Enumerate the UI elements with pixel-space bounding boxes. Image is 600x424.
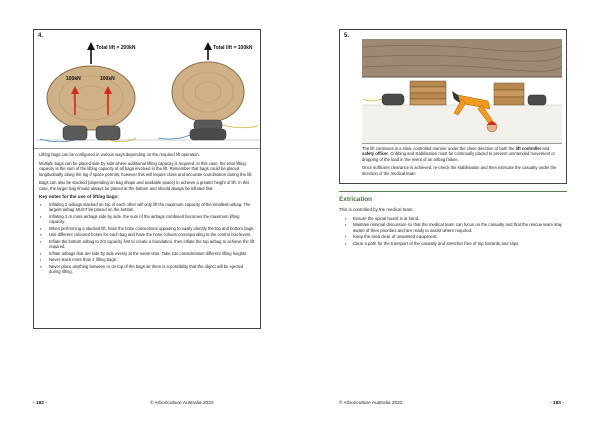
list-item: ▪ Keep the area clear of unwanted equipment. bbox=[339, 234, 567, 239]
list-item: ▪ Ensure the spinal board is at hand. bbox=[339, 216, 567, 221]
lift-b-label: 100kN bbox=[100, 76, 115, 82]
page-number-left: - 182 - bbox=[33, 401, 47, 406]
page-number-right: - 183 - bbox=[550, 401, 564, 406]
safety-officer-term: safety officer bbox=[362, 151, 389, 157]
lifting-bag-box bbox=[33, 29, 261, 329]
extrication-list bbox=[339, 216, 567, 246]
list-item: ▪ Use different coloured hoses for each bag and have the hose colours corresponding to the control box levers. bbox=[39, 232, 255, 238]
intro-paragraph: Lifting bags can be configured in various ways depending on the required lift operation. bbox=[39, 152, 200, 157]
extrication-section bbox=[339, 191, 567, 247]
key-notes-heading: Key notes for the use of lifting bags: bbox=[39, 194, 119, 199]
box-number: 5. bbox=[344, 33, 350, 39]
lifting-bags-illustration bbox=[36, 40, 260, 147]
list-item: ▪ When performing a stacked lift, have the hose connections opposing to easily identify the top and bottom bags. bbox=[39, 226, 255, 232]
total-lift-right-label: Total lift = 100kN bbox=[213, 45, 253, 51]
section-divider bbox=[339, 191, 567, 192]
list-item: ▪ Inflating 2 airbags stacked on top of each other will only lift the maximum capacity of the smallest airbag. The largest airbag MUST be placed on the bottom. bbox=[39, 202, 255, 213]
para-text: . Cribbing and stabilisation must be continually placed to prevent unintended movement or dropping of the load in the event of an airbag failure. bbox=[362, 151, 555, 162]
para-text: The lift continues in a slow, controlled manner under the close direction of both the bbox=[362, 146, 516, 151]
para-text: and bbox=[541, 146, 550, 151]
list-item: ▪ Inflate airbags that are side by side evenly at the same time. Take into consideration different lifting heights. bbox=[39, 251, 255, 257]
extrication-lift-box bbox=[339, 29, 567, 184]
side-by-side-paragraph: Multiple bags can be placed side by side where additional lifting capacity is required. In this case, the total lifting capacity is the sum of the lifting capacity of all bags involved in the lift. Remember that bags could be placed longitudinally along the log if space permits, however this will require close and accurate coordination during the lift. bbox=[39, 160, 253, 177]
list-item: ▪ Maintain minimal discussion so that the medical team can focus on the casualty and that the rescue team stay aware of their priorities and are ready to assist where required. bbox=[339, 222, 567, 233]
copyright-right: © Arboriculture Australia 2022 bbox=[339, 401, 403, 406]
list-item: ▪ Clear a path for the transport of the casualty and stretcher free of trip hazards and slips. bbox=[339, 241, 567, 246]
section-title: Extrication bbox=[339, 196, 373, 203]
copyright-left: © Arboriculture Australia 2022 bbox=[150, 401, 214, 406]
lift-a-label: 100kN bbox=[66, 76, 81, 82]
stacking-paragraph: Bags can also be stacked (depending on bag shape and available space) to achieve a greater height of lift. In this case, the larger bag should always be placed at the bottom and should always be inflated first. bbox=[39, 180, 250, 191]
lifting-bag-text bbox=[34, 148, 260, 276]
total-lift-left-label: Total lift = 200kN bbox=[96, 45, 136, 51]
list-item: ▪ Inflate the bottom airbag to 2/3 capacity first to create a foundation, then inflate the top airbag to achieve the lift required. bbox=[39, 239, 255, 250]
lift-controller-term: lift controller bbox=[515, 146, 542, 151]
list-item: ▪ Never stack more than 2 lifting bags. bbox=[39, 257, 255, 263]
clearance-paragraph: Once sufficient clearance is achieved, re-check the stabilisation and then extricate the casualty under the direction of the medical team. bbox=[362, 165, 557, 176]
box-number: 4. bbox=[38, 33, 44, 39]
list-item: ▪ Inflating 2 or more airbags side by side, the sum of the airbags combined becomes the maximum lifting capacity. bbox=[39, 214, 255, 225]
casualty-extrication-illustration bbox=[362, 39, 562, 143]
extrication-lift-text bbox=[362, 143, 562, 179]
lift-continues-paragraph bbox=[362, 146, 562, 162]
key-notes-list bbox=[39, 202, 255, 275]
section-intro: This is controlled by the medical team. bbox=[339, 207, 414, 212]
list-item: ▪ Never place anything between or on top of the bags as there is a possibility that the object will be ejected during lifting. bbox=[39, 264, 255, 275]
